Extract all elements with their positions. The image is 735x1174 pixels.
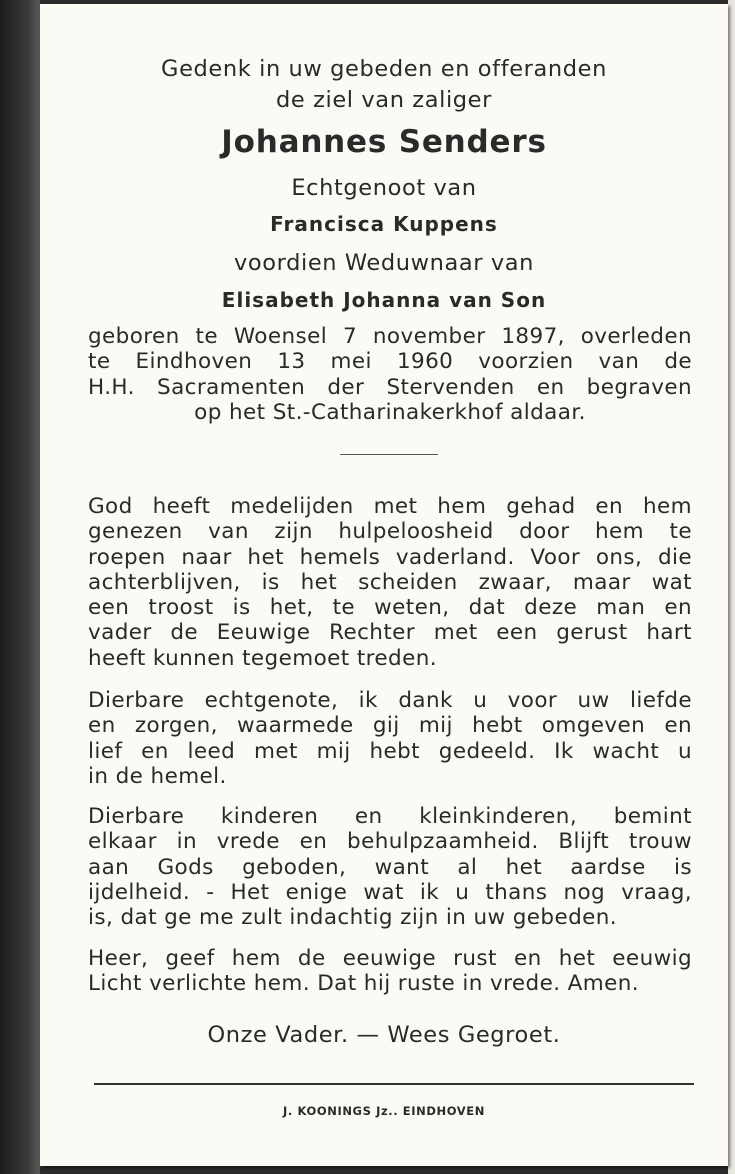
text-line: een troost is het, te weten, dat deze man en [88, 595, 692, 621]
separator-line [340, 454, 438, 455]
text-line: ijdelheid. - Het enige wat ik u thans nog vraag, [88, 879, 692, 905]
deceased-name: Johannes Senders [221, 124, 547, 160]
text-line: en zorgen, waarmede gij mij hebt omgeven en [88, 713, 692, 739]
scan-left-edge [0, 0, 40, 1174]
memorial-card [40, 4, 728, 1166]
printer-credit: J. KOONINGS Jz.. EINDHOVEN [283, 1104, 485, 1118]
spouse-label: Echtgenoot van [291, 175, 477, 201]
text-line: Heer, geef hem de eeuwige rust en het eeuwig [88, 946, 692, 971]
text-line: aan Gods geboden, want al het aardse is [88, 854, 692, 880]
bio-line: te Eindhoven 13 mei 1960 voorzien van de [88, 349, 692, 375]
paragraph-prayer [88, 946, 692, 997]
bio-line: geboren te Woensel 7 november 1897, overleden [88, 324, 692, 349]
text-line: vader de Eeuwige Rechter met een gerust hart [88, 620, 692, 646]
text-line: in de hemel. [88, 763, 227, 789]
text-line: elkaar in vrede en behulpzaamheid. Blijft trouw [88, 829, 692, 855]
scan-right-edge [728, 0, 735, 1174]
paragraph-consolation [88, 494, 692, 671]
text-line: roepen naar het hemels vaderland. Voor ons, die [88, 544, 692, 570]
text-line: achterblijven, is het scheiden zwaar, maar wat [88, 569, 692, 595]
paragraph-children [88, 804, 692, 930]
text-line: God heeft medelijden met hem gehad en hem [88, 494, 692, 519]
prayers-line: Onze Vader. — Wees Gegroet. [207, 1022, 561, 1048]
text-line: lief en leed met mij hebt gedeeld. Ik wacht u [88, 738, 692, 764]
text-line: Dierbare echtgenote, ik dank u voor uw liefde [88, 688, 692, 713]
text-line: genezen van zijn hulpeloosheid door hem te [88, 519, 692, 545]
first-spouse-name: Elisabeth Johanna van Son [221, 288, 547, 312]
paragraph-spouse [88, 688, 692, 789]
intro-line-1: Gedenk in uw gebeden en offeranden [161, 56, 607, 82]
intro-line-2: de ziel van zaliger [276, 87, 492, 113]
text-line: Dierbare kinderen en kleinkinderen, bemint [88, 804, 692, 829]
text-line: is, dat ge me zult indachtig zijn in uw gebeden. [88, 905, 618, 931]
footer-rule [94, 1083, 694, 1085]
widower-label: voordien Weduwnaar van [233, 250, 534, 276]
bio-paragraph [88, 324, 692, 425]
text-line: Licht verlichte hem. Dat hij ruste in vrede. Amen. [88, 971, 640, 997]
bio-line: H.H. Sacramenten der Stervenden en begraven [88, 374, 692, 400]
spouse-name: Francisca Kuppens [270, 212, 498, 236]
bio-line: op het St.-Catharinakerkhof aldaar. [194, 399, 586, 425]
text-line: heeft kunnen tegemoet treden. [88, 645, 437, 671]
